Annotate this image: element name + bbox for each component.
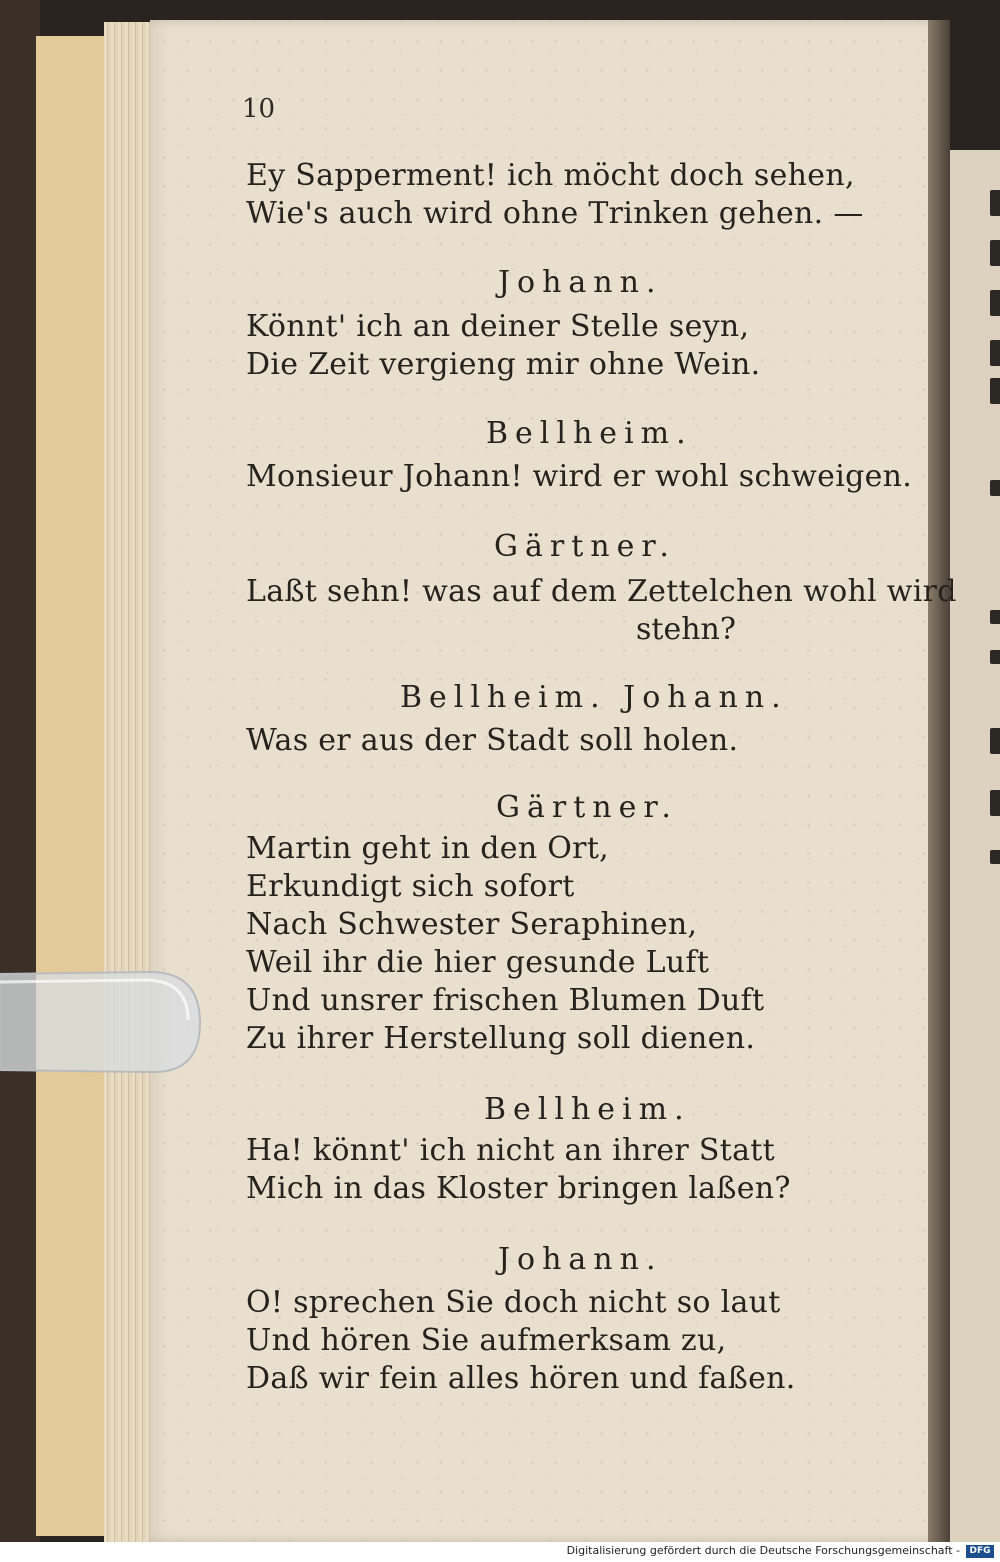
facing-page-glyph bbox=[990, 378, 1000, 404]
speaker-name: Bellheim. bbox=[484, 1092, 691, 1127]
dfg-logo: DFG bbox=[966, 1545, 994, 1558]
facing-page-glyph bbox=[990, 610, 1000, 624]
speaker-name: Bellheim. Johann. bbox=[400, 680, 788, 715]
digitization-credit: Digitalisierung gefördert durch die Deutsche Forschungsgemeinschaft - bbox=[566, 1544, 960, 1557]
text-line: Erkundigt sich sofort bbox=[246, 869, 575, 904]
text-line: O! sprechen Sie doch nicht so laut bbox=[246, 1285, 781, 1320]
facing-page-glyph bbox=[990, 790, 1000, 816]
book-cover-board bbox=[36, 36, 107, 1536]
text-line: Monsieur Johann! wird er wohl schweigen. bbox=[246, 459, 913, 494]
text-line: Was er aus der Stadt soll holen. bbox=[246, 723, 739, 758]
page-number: 10 bbox=[242, 94, 276, 124]
text-line-continuation: stehn? bbox=[636, 612, 736, 647]
page-edges bbox=[104, 22, 154, 1542]
text-line: Und unsrer frischen Blumen Duft bbox=[246, 983, 765, 1018]
text-line: Laßt sehn! was auf dem Zettelchen wohl wird bbox=[246, 574, 957, 609]
facing-page-glyph bbox=[990, 340, 1000, 366]
facing-page-glyph bbox=[990, 850, 1000, 864]
speaker-name: Johann. bbox=[498, 265, 663, 300]
text-line: Ha! könnt' ich nicht an ihrer Statt bbox=[246, 1133, 775, 1168]
facing-page-glyph bbox=[990, 480, 1000, 496]
facing-page-glyph bbox=[990, 290, 1000, 316]
text-line: Und hören Sie aufmerksam zu, bbox=[246, 1323, 727, 1358]
text-line: Wie's auch wird ohne Trinken gehen. — bbox=[246, 196, 864, 231]
text-line: Könnt' ich an deiner Stelle seyn, bbox=[246, 309, 750, 344]
speaker-name: Gärtner. bbox=[496, 790, 678, 825]
facing-page-glyph bbox=[990, 650, 1000, 664]
facing-page-glyph bbox=[990, 728, 1000, 754]
text-line: Ey Sapperment! ich möcht doch sehen, bbox=[246, 158, 855, 193]
text-line: Daß wir fein alles hören und faßen. bbox=[246, 1361, 796, 1396]
text-line: Die Zeit vergieng mir ohne Wein. bbox=[246, 347, 761, 382]
facing-page-glyph bbox=[990, 240, 1000, 266]
speaker-name: Johann. bbox=[498, 1242, 663, 1277]
scanner-background bbox=[0, 0, 40, 1562]
text-line: Zu ihrer Herstellung soll dienen. bbox=[246, 1021, 756, 1056]
facing-page-glyph bbox=[990, 190, 1000, 216]
speaker-name: Bellheim. bbox=[486, 416, 693, 451]
text-line: Weil ihr die hier gesunde Luft bbox=[246, 945, 710, 980]
page-holder-clip bbox=[0, 968, 205, 1078]
text-line: Martin geht in den Ort, bbox=[246, 831, 610, 866]
text-line: Mich in das Kloster bringen laßen? bbox=[246, 1171, 791, 1206]
book-gutter bbox=[928, 20, 950, 1542]
speaker-name: Gärtner. bbox=[494, 529, 676, 564]
text-line: Nach Schwester Seraphinen, bbox=[246, 907, 698, 942]
facing-page-edge bbox=[950, 150, 1000, 1542]
